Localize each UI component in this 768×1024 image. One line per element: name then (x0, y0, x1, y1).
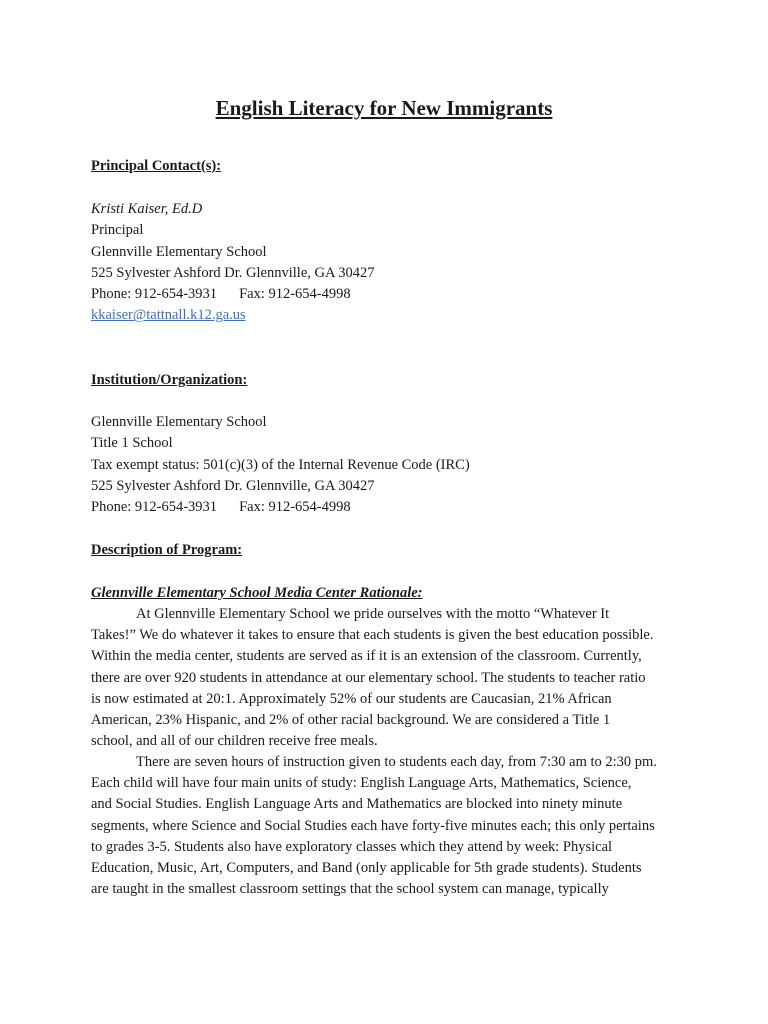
principal-phone: Phone: 912-654-3931 (91, 286, 218, 303)
principal-contact-block (91, 199, 375, 327)
paragraph-line: are taught in the smallest classroom settings that the school system can manage, typically (91, 881, 609, 898)
paragraph-line: Within the media center, students are served as if it is an extension of the classroom. Currently, (91, 648, 642, 665)
institution-fax: Fax: 912-654-4998 (239, 499, 351, 516)
institution-tax-status: Tax exempt status: 501(c)(3) of the Internal Revenue Code (IRC) (91, 456, 470, 473)
institution-block (91, 412, 470, 518)
paragraph-line: there are over 920 students in attendance at our elementary school. The students to teacher ratio (91, 669, 646, 686)
paragraph-line: is now estimated at 20:1. Approximately 52% of our students are Caucasian, 21% African (91, 690, 612, 707)
institution-heading: Institution/Organization: (91, 372, 248, 388)
description-heading: Description of Program: (91, 542, 243, 558)
paragraph-line: Education, Music, Art, Computers, and Band (only applicable for 5th grade students). Students (91, 860, 642, 877)
paragraph-line: American, 23% Hispanic, and 2% of other racial background. We are considered a Title 1 (91, 712, 611, 729)
paragraph-line: and Social Studies. English Language Arts and Mathematics are blocked into ninety minute (91, 796, 623, 813)
institution-address: 525 Sylvester Ashford Dr. Glennville, GA 30427 (91, 477, 375, 494)
principal-phone-fax (91, 284, 375, 305)
institution-phone: Phone: 912-654-3931 (91, 499, 218, 516)
rationale-paragraph-2 (91, 752, 691, 900)
principal-school: Glennville Elementary School (91, 243, 267, 260)
paragraph-line: school, and all of our children receive free meals. (91, 733, 378, 750)
document-title: English Literacy for New Immigrants (215, 96, 553, 120)
paragraph-line: Takes!” We do whatever it takes to ensure that each students is given the best education possible. (91, 627, 654, 644)
principal-contact-heading: Principal Contact(s): (91, 158, 222, 174)
principal-role: Principal (91, 222, 144, 239)
paragraph-line: Each child will have four main units of study: English Language Arts, Mathematics, Science, (91, 775, 632, 792)
rationale-paragraph-1 (91, 604, 691, 752)
paragraph-line: to grades 3-5. Students also have exploratory classes which they attend by week: Physical (91, 838, 613, 855)
principal-fax: Fax: 912-654-4998 (239, 286, 351, 303)
paragraph-line: There are seven hours of instruction given to students each day, from 7:30 am to 2:30 pm. (136, 754, 657, 770)
principal-email-link[interactable]: kkaiser@tattnall.k12.ga.us (91, 307, 246, 324)
principal-address: 525 Sylvester Ashford Dr. Glennville, GA 30427 (91, 264, 375, 281)
paragraph-line: segments, where Science and Social Studies each have forty-five minutes each; this only pertains (91, 817, 655, 834)
media-center-rationale-heading: Glennville Elementary School Media Center Rationale: (91, 585, 423, 601)
institution-name: Glennville Elementary School (91, 414, 267, 430)
principal-name: Kristi Kaiser, Ed.D (91, 201, 203, 217)
paragraph-line: At Glennville Elementary School we pride ourselves with the motto “Whatever It (136, 606, 610, 622)
institution-phone-fax (91, 497, 470, 518)
institution-title1: Title 1 School (91, 435, 173, 452)
